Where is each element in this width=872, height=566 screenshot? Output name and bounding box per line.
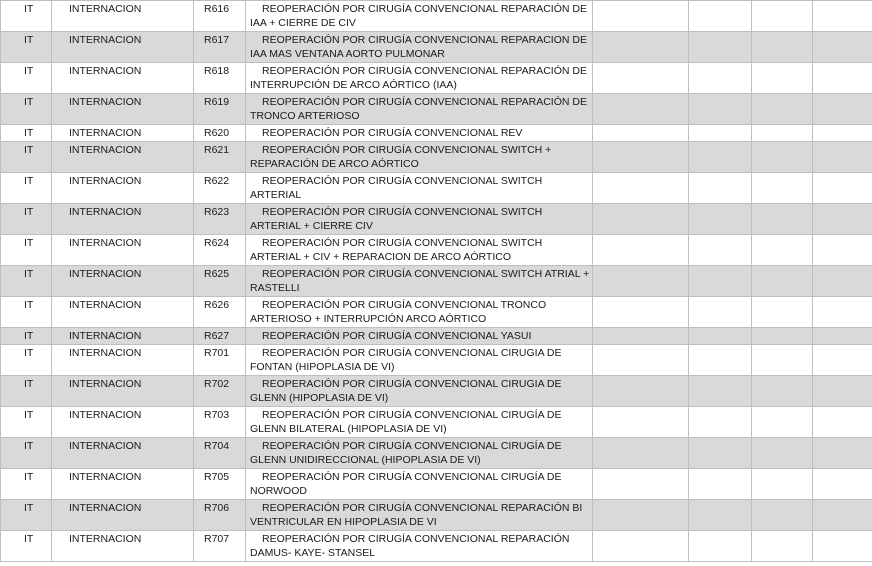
type-text: IT [24, 502, 34, 514]
table-row [1, 328, 872, 345]
area-cell [52, 63, 194, 94]
empty-cell [593, 32, 689, 63]
empty-cell [752, 173, 813, 204]
type-cell [1, 297, 52, 328]
type-text: IT [24, 175, 34, 187]
description-cell [246, 32, 593, 63]
type-text: IT [24, 471, 34, 483]
empty-cell [689, 345, 752, 376]
empty-cell [752, 297, 813, 328]
empty-cell [593, 235, 689, 266]
empty-cell [752, 500, 813, 531]
area-text: INTERNACION [69, 440, 142, 452]
empty-cell [593, 94, 689, 125]
code-text: R625 [204, 268, 230, 280]
area-cell [52, 297, 194, 328]
description-text: REOPERACIÓN POR CIRUGÍA CONVENCIONAL CIRUGIA DE FONTAN (HIPOPLASIA DE VI) [250, 347, 562, 373]
type-text: IT [24, 409, 34, 421]
table-row [1, 32, 872, 63]
area-cell [52, 94, 194, 125]
empty-cell [689, 235, 752, 266]
area-cell [52, 345, 194, 376]
code-cell [194, 376, 246, 407]
empty-cell [689, 32, 752, 63]
description-cell [246, 94, 593, 125]
description-text: REOPERACIÓN POR CIRUGÍA CONVENCIONAL CIRUGÍA DE GLENN BILATERAL (HIPOPLASIA DE VI) [250, 409, 562, 435]
empty-cell [752, 235, 813, 266]
description-text: REOPERACIÓN POR CIRUGÍA CONVENCIONAL REPARACIÓN DE IAA + CIERRE DE CIV [250, 3, 587, 29]
empty-cell [593, 125, 689, 142]
empty-cell [752, 142, 813, 173]
type-text: IT [24, 3, 34, 15]
table-row [1, 469, 872, 500]
empty-cell [593, 173, 689, 204]
description-text: REOPERACIÓN POR CIRUGÍA CONVENCIONAL SWITCH ARTERIAL + CIERRE CIV [250, 206, 543, 232]
code-text: R702 [204, 378, 230, 390]
empty-cell [752, 531, 813, 562]
area-cell [52, 376, 194, 407]
area-text: INTERNACION [69, 502, 142, 514]
empty-cell [813, 328, 872, 345]
empty-cell [689, 173, 752, 204]
code-text: R620 [204, 127, 230, 139]
code-cell [194, 531, 246, 562]
empty-cell [813, 407, 872, 438]
empty-cell [689, 407, 752, 438]
area-cell [52, 32, 194, 63]
description-text: REOPERACIÓN POR CIRUGÍA CONVENCIONAL CIRUGÍA DE GLENN UNIDIRECCIONAL (HIPOPLASIA DE VI) [250, 440, 562, 466]
type-cell [1, 204, 52, 235]
description-cell [246, 235, 593, 266]
description-text: REOPERACIÓN POR CIRUGÍA CONVENCIONAL CIRUGÍA DE NORWOOD [250, 471, 562, 497]
empty-cell [689, 63, 752, 94]
empty-cell [593, 469, 689, 500]
description-cell [246, 63, 593, 94]
description-cell [246, 173, 593, 204]
area-text: INTERNACION [69, 330, 142, 342]
empty-cell [813, 500, 872, 531]
type-cell [1, 63, 52, 94]
empty-cell [813, 266, 872, 297]
table-row [1, 500, 872, 531]
empty-cell [593, 297, 689, 328]
code-text: R707 [204, 533, 230, 545]
table-row [1, 345, 872, 376]
empty-cell [752, 266, 813, 297]
empty-cell [593, 407, 689, 438]
type-text: IT [24, 34, 34, 46]
code-cell [194, 173, 246, 204]
empty-cell [689, 376, 752, 407]
description-text: REOPERACIÓN POR CIRUGÍA CONVENCIONAL REPARACIÓN DE TRONCO ARTERIOSO [250, 96, 587, 122]
area-text: INTERNACION [69, 347, 142, 359]
table-row [1, 125, 872, 142]
empty-cell [813, 345, 872, 376]
type-text: IT [24, 330, 34, 342]
code-text: R706 [204, 502, 230, 514]
code-cell [194, 469, 246, 500]
empty-cell [813, 531, 872, 562]
code-text: R627 [204, 330, 230, 342]
type-text: IT [24, 127, 34, 139]
empty-cell [593, 63, 689, 94]
empty-cell [752, 63, 813, 94]
type-cell [1, 32, 52, 63]
type-text: IT [24, 268, 34, 280]
empty-cell [752, 94, 813, 125]
area-cell [52, 1, 194, 32]
area-cell [52, 469, 194, 500]
area-text: INTERNACION [69, 34, 142, 46]
area-cell [52, 438, 194, 469]
description-text: REOPERACIÓN POR CIRUGÍA CONVENCIONAL REPARACIÓN DAMUS- KAYE- STANSEL [250, 533, 570, 559]
empty-cell [593, 142, 689, 173]
type-text: IT [24, 206, 34, 218]
empty-cell [593, 328, 689, 345]
empty-cell [689, 266, 752, 297]
type-text: IT [24, 378, 34, 390]
code-text: R619 [204, 96, 230, 108]
type-cell [1, 438, 52, 469]
code-cell [194, 297, 246, 328]
code-text: R626 [204, 299, 230, 311]
procedures-table-body [1, 1, 872, 562]
type-cell [1, 469, 52, 500]
empty-cell [752, 345, 813, 376]
code-text: R622 [204, 175, 230, 187]
code-cell [194, 63, 246, 94]
area-text: INTERNACION [69, 409, 142, 421]
area-cell [52, 173, 194, 204]
code-cell [194, 204, 246, 235]
description-text: REOPERACIÓN POR CIRUGÍA CONVENCIONAL REPARACION DE IAA MAS VENTANA AORTO PULMONAR [250, 34, 587, 60]
description-cell [246, 204, 593, 235]
type-cell [1, 266, 52, 297]
description-text: REOPERACIÓN POR CIRUGÍA CONVENCIONAL YASUI [262, 330, 532, 342]
type-cell [1, 1, 52, 32]
area-text: INTERNACION [69, 471, 142, 483]
empty-cell [593, 204, 689, 235]
code-text: R618 [204, 65, 230, 77]
empty-cell [813, 204, 872, 235]
table-row [1, 438, 872, 469]
code-text: R704 [204, 440, 230, 452]
code-text: R621 [204, 144, 230, 156]
empty-cell [813, 376, 872, 407]
code-text: R701 [204, 347, 230, 359]
empty-cell [813, 235, 872, 266]
empty-cell [689, 1, 752, 32]
description-cell [246, 376, 593, 407]
type-text: IT [24, 299, 34, 311]
empty-cell [689, 125, 752, 142]
table-row [1, 204, 872, 235]
code-cell [194, 328, 246, 345]
description-cell [246, 345, 593, 376]
type-cell [1, 125, 52, 142]
description-cell [246, 407, 593, 438]
area-cell [52, 531, 194, 562]
description-cell [246, 438, 593, 469]
area-cell [52, 125, 194, 142]
code-cell [194, 142, 246, 173]
type-cell [1, 94, 52, 125]
code-cell [194, 1, 246, 32]
description-text: REOPERACIÓN POR CIRUGÍA CONVENCIONAL REPARACIÓN DE INTERRUPCIÓN DE ARCO AÓRTICO (IAA) [250, 65, 587, 91]
code-text: R624 [204, 237, 230, 249]
area-cell [52, 266, 194, 297]
empty-cell [593, 376, 689, 407]
area-text: INTERNACION [69, 299, 142, 311]
description-cell [246, 142, 593, 173]
description-cell [246, 328, 593, 345]
empty-cell [752, 328, 813, 345]
area-text: INTERNACION [69, 206, 142, 218]
description-cell [246, 266, 593, 297]
description-text: REOPERACIÓN POR CIRUGÍA CONVENCIONAL SWITCH + REPARACIÓN DE ARCO AÓRTICO [250, 144, 552, 170]
area-cell [52, 500, 194, 531]
area-text: INTERNACION [69, 96, 142, 108]
description-cell [246, 1, 593, 32]
description-text: REOPERACIÓN POR CIRUGÍA CONVENCIONAL CIRUGIA DE GLENN (HIPOPLASIA DE VI) [250, 378, 562, 404]
type-cell [1, 407, 52, 438]
code-text: R617 [204, 34, 230, 46]
empty-cell [593, 438, 689, 469]
type-cell [1, 173, 52, 204]
description-cell [246, 500, 593, 531]
empty-cell [593, 1, 689, 32]
type-text: IT [24, 96, 34, 108]
type-text: IT [24, 347, 34, 359]
code-text: R616 [204, 3, 230, 15]
area-cell [52, 407, 194, 438]
area-text: INTERNACION [69, 268, 142, 280]
code-text: R623 [204, 206, 230, 218]
area-text: INTERNACION [69, 237, 142, 249]
empty-cell [813, 1, 872, 32]
description-cell [246, 531, 593, 562]
description-text: REOPERACIÓN POR CIRUGÍA CONVENCIONAL SWITCH ARTERIAL + CIV + REPARACION DE ARCO AÓRTICO [250, 237, 543, 263]
empty-cell [813, 94, 872, 125]
empty-cell [689, 469, 752, 500]
area-text: INTERNACION [69, 65, 142, 77]
empty-cell [813, 63, 872, 94]
description-text: REOPERACIÓN POR CIRUGÍA CONVENCIONAL REPARACIÓN BI VENTRICULAR EN HIPOPLASIA DE VI [250, 502, 583, 528]
empty-cell [752, 32, 813, 63]
empty-cell [752, 438, 813, 469]
area-text: INTERNACION [69, 3, 142, 15]
empty-cell [813, 32, 872, 63]
empty-cell [593, 531, 689, 562]
empty-cell [752, 125, 813, 142]
type-text: IT [24, 237, 34, 249]
table-row [1, 1, 872, 32]
description-text: REOPERACIÓN POR CIRUGÍA CONVENCIONAL REV [262, 127, 523, 139]
table-row [1, 376, 872, 407]
area-cell [52, 328, 194, 345]
code-cell [194, 266, 246, 297]
description-cell [246, 297, 593, 328]
empty-cell [689, 328, 752, 345]
empty-cell [689, 94, 752, 125]
type-cell [1, 345, 52, 376]
empty-cell [752, 469, 813, 500]
type-text: IT [24, 144, 34, 156]
area-cell [52, 235, 194, 266]
empty-cell [813, 469, 872, 500]
area-cell [52, 142, 194, 173]
empty-cell [593, 500, 689, 531]
area-text: INTERNACION [69, 127, 142, 139]
empty-cell [593, 266, 689, 297]
empty-cell [689, 142, 752, 173]
empty-cell [752, 376, 813, 407]
empty-cell [752, 204, 813, 235]
empty-cell [752, 1, 813, 32]
description-text: REOPERACIÓN POR CIRUGÍA CONVENCIONAL SWITCH ARTERIAL [250, 175, 543, 201]
empty-cell [813, 173, 872, 204]
table-row [1, 531, 872, 562]
code-cell [194, 500, 246, 531]
type-cell [1, 142, 52, 173]
area-cell [52, 204, 194, 235]
code-cell [194, 235, 246, 266]
area-text: INTERNACION [69, 144, 142, 156]
description-cell [246, 125, 593, 142]
area-text: INTERNACION [69, 175, 142, 187]
type-cell [1, 376, 52, 407]
table-row [1, 266, 872, 297]
empty-cell [752, 407, 813, 438]
code-cell [194, 125, 246, 142]
table-row [1, 142, 872, 173]
empty-cell [689, 500, 752, 531]
code-cell [194, 438, 246, 469]
code-cell [194, 94, 246, 125]
table-row [1, 63, 872, 94]
table-row [1, 407, 872, 438]
description-cell [246, 469, 593, 500]
empty-cell [813, 142, 872, 173]
code-text: R703 [204, 409, 230, 421]
type-text: IT [24, 65, 34, 77]
type-cell [1, 500, 52, 531]
code-cell [194, 407, 246, 438]
type-text: IT [24, 440, 34, 452]
empty-cell [593, 345, 689, 376]
type-text: IT [24, 533, 34, 545]
table-row [1, 173, 872, 204]
type-cell [1, 328, 52, 345]
empty-cell [813, 297, 872, 328]
empty-cell [689, 438, 752, 469]
area-text: INTERNACION [69, 533, 142, 545]
table-row [1, 235, 872, 266]
type-cell [1, 531, 52, 562]
empty-cell [813, 125, 872, 142]
code-text: R705 [204, 471, 230, 483]
table-row [1, 297, 872, 328]
area-text: INTERNACION [69, 378, 142, 390]
empty-cell [689, 531, 752, 562]
description-text: REOPERACIÓN POR CIRUGÍA CONVENCIONAL SWITCH ATRIAL + RASTELLI [250, 268, 590, 294]
code-cell [194, 345, 246, 376]
type-cell [1, 235, 52, 266]
empty-cell [689, 204, 752, 235]
table-row [1, 94, 872, 125]
empty-cell [813, 438, 872, 469]
code-cell [194, 32, 246, 63]
empty-cell [689, 297, 752, 328]
description-text: REOPERACIÓN POR CIRUGÍA CONVENCIONAL TRONCO ARTERIOSO + INTERRUPCIÓN ARCO AÓRTICO [250, 299, 547, 325]
